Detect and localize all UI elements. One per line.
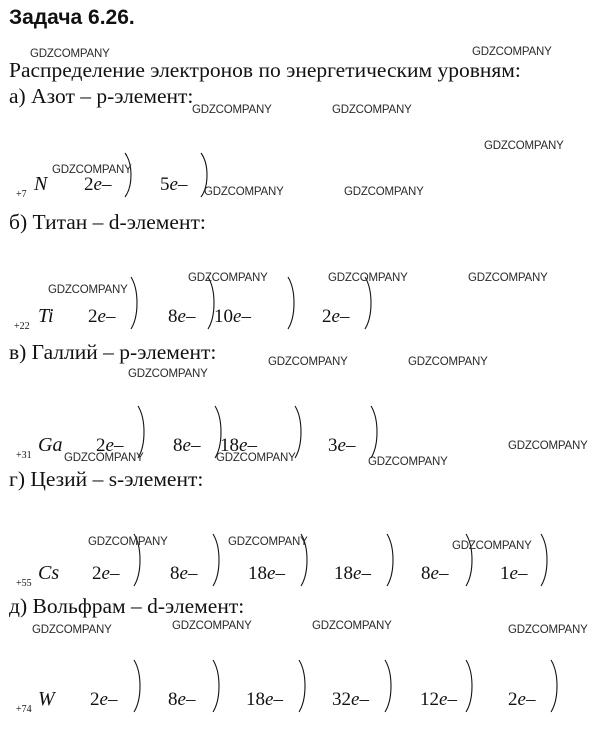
electron-count: 8e– bbox=[173, 435, 201, 456]
watermark: GDZCOMPANY bbox=[268, 356, 348, 368]
shell-bracket bbox=[384, 660, 398, 712]
shell-bracket bbox=[212, 660, 226, 712]
electron-count: 18e– bbox=[334, 563, 371, 584]
electron-count: 8e– bbox=[421, 563, 449, 584]
watermark: GDZCOMPANY bbox=[228, 536, 308, 548]
shell-bracket bbox=[540, 534, 554, 586]
electron-count: 2e– bbox=[96, 435, 124, 456]
nuclear-charge: +22 bbox=[14, 321, 30, 332]
electron-count: 8e– bbox=[170, 563, 198, 584]
element-symbol: Ga bbox=[38, 434, 63, 456]
shell-bracket bbox=[386, 534, 400, 586]
watermark: GDZCOMPANY bbox=[468, 272, 548, 284]
watermark: GDZCOMPANY bbox=[328, 272, 408, 284]
watermark: GDZCOMPANY bbox=[30, 48, 110, 60]
intro-text: Распределение электронов по энергетическим уровням: bbox=[9, 58, 521, 82]
electron-count: 2e– bbox=[508, 689, 536, 710]
shell-bracket bbox=[133, 660, 147, 712]
watermark: GDZCOMPANY bbox=[48, 284, 128, 296]
watermark: GDZCOMPANY bbox=[32, 624, 112, 636]
electron-count: 5e– bbox=[160, 174, 188, 195]
shell-bracket bbox=[465, 660, 479, 712]
watermark: GDZCOMPANY bbox=[368, 456, 448, 468]
watermark: GDZCOMPANY bbox=[204, 186, 284, 198]
electron-count: 3e– bbox=[328, 435, 356, 456]
shell-bracket bbox=[550, 660, 564, 712]
electron-count: 1e– bbox=[500, 563, 528, 584]
shell-bracket bbox=[364, 277, 378, 329]
electron-count: 8e– bbox=[168, 689, 196, 710]
shell-bracket bbox=[298, 660, 312, 712]
shell-bracket bbox=[130, 277, 144, 329]
heading-nitrogen: а) Азот – p-элемент: bbox=[9, 84, 194, 108]
watermark: GDZCOMPANY bbox=[216, 452, 296, 464]
watermark: GDZCOMPANY bbox=[508, 440, 588, 452]
nuclear-charge: +7 bbox=[16, 189, 27, 200]
electron-count: 2e– bbox=[90, 689, 118, 710]
shell-bracket bbox=[287, 277, 301, 329]
task-title: Задача 6.26. bbox=[9, 6, 135, 29]
watermark: GDZCOMPANY bbox=[312, 620, 392, 632]
heading-titanium: б) Титан – d-элемент: bbox=[9, 210, 206, 234]
electron-count: 2e– bbox=[92, 563, 120, 584]
electron-count: 18e– bbox=[248, 563, 285, 584]
heading-gallium: в) Галлий – p-элемент: bbox=[9, 340, 217, 364]
watermark: GDZCOMPANY bbox=[64, 452, 144, 464]
shell-bracket bbox=[294, 406, 308, 458]
watermark: GDZCOMPANY bbox=[508, 624, 588, 636]
shell-bracket bbox=[370, 406, 384, 458]
electron-count: 2e– bbox=[84, 174, 112, 195]
electron-count: 18e– bbox=[246, 689, 283, 710]
electron-count: 2e– bbox=[88, 306, 116, 327]
watermark: GDZCOMPANY bbox=[188, 272, 268, 284]
nuclear-charge: +31 bbox=[16, 450, 32, 461]
heading-tungsten: д) Вольфрам – d-элемент: bbox=[9, 594, 245, 618]
shell-bracket bbox=[212, 534, 226, 586]
watermark: GDZCOMPANY bbox=[344, 186, 424, 198]
watermark: GDZCOMPANY bbox=[88, 536, 168, 548]
watermark: GDZCOMPANY bbox=[52, 164, 132, 176]
element-symbol: W bbox=[38, 688, 55, 710]
element-symbol: Cs bbox=[38, 562, 60, 584]
element-symbol: Ti bbox=[38, 305, 54, 327]
nuclear-charge: +74 bbox=[16, 704, 32, 715]
watermark: GDZCOMPANY bbox=[192, 104, 272, 116]
watermark: GDZCOMPANY bbox=[408, 356, 488, 368]
watermark: GDZCOMPANY bbox=[128, 368, 208, 380]
watermark: GDZCOMPANY bbox=[172, 620, 252, 632]
electron-count: 8e– bbox=[168, 306, 196, 327]
electron-count: 12e– bbox=[420, 689, 457, 710]
watermark: GDZCOMPANY bbox=[332, 104, 412, 116]
shell-bracket bbox=[137, 406, 151, 458]
nuclear-charge: +55 bbox=[16, 578, 32, 589]
electron-count: 2e– bbox=[322, 306, 350, 327]
element-symbol: N bbox=[34, 173, 48, 195]
watermark: GDZCOMPANY bbox=[452, 540, 532, 552]
electron-count: 10e– bbox=[214, 306, 251, 327]
electron-count: 18e– bbox=[220, 435, 257, 456]
electron-count: 32e– bbox=[332, 689, 369, 710]
heading-cesium: г) Цезий – s-элемент: bbox=[9, 467, 204, 491]
watermark: GDZCOMPANY bbox=[472, 46, 552, 58]
watermark: GDZCOMPANY bbox=[484, 140, 564, 152]
